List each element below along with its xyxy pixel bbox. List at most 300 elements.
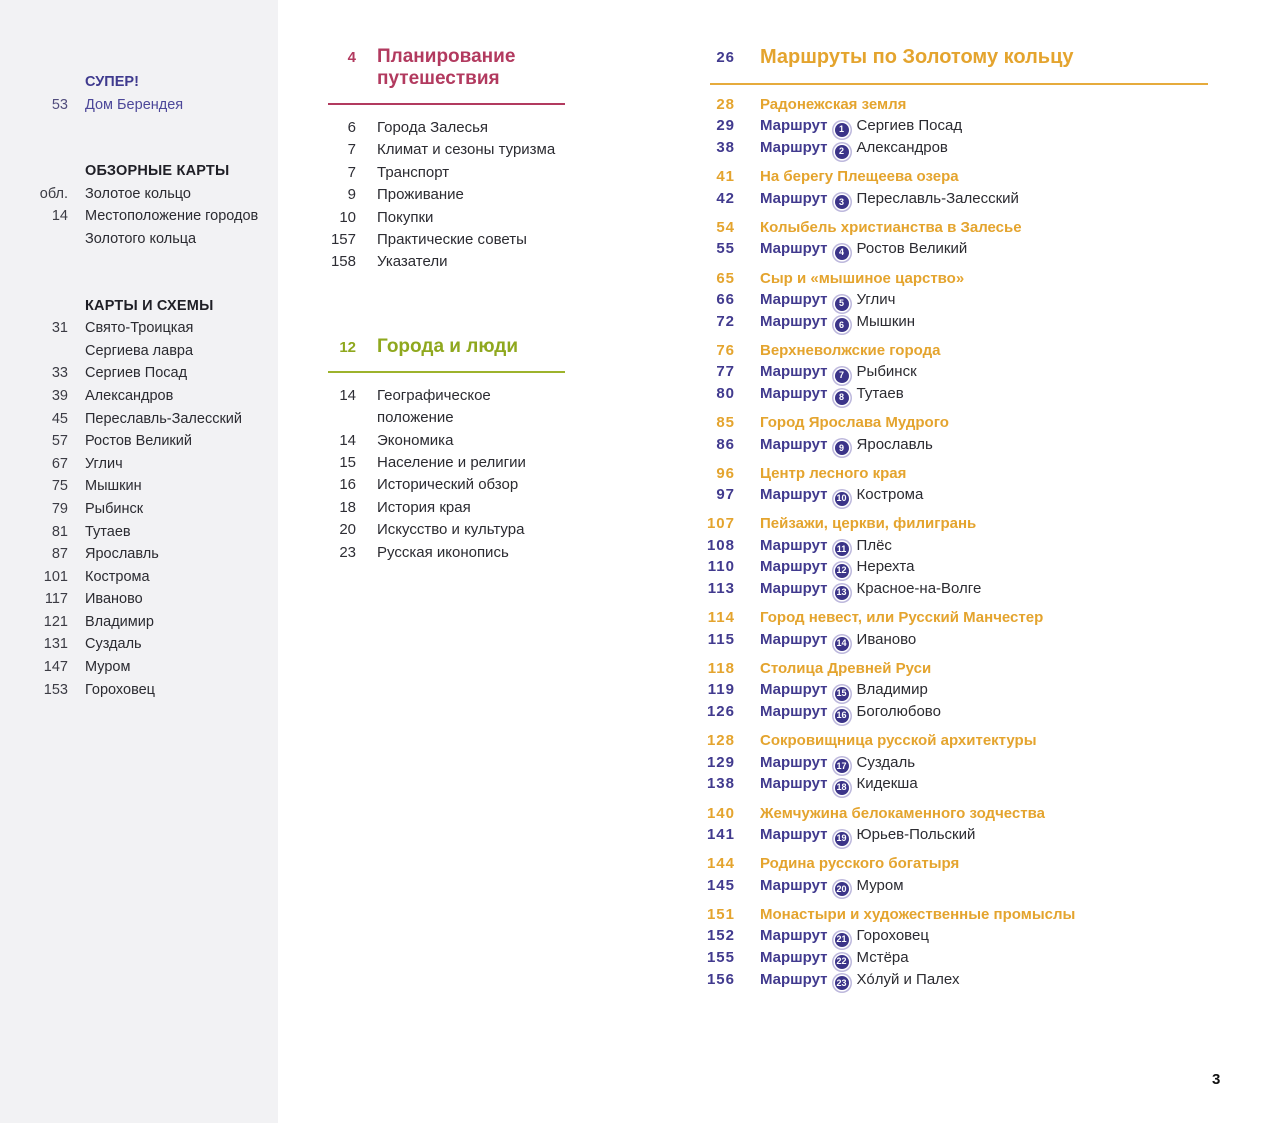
page-number: 114 <box>707 609 735 627</box>
page-number: 151 <box>706 905 735 923</box>
page-number: 152 <box>706 927 735 945</box>
route-group <box>690 166 1208 209</box>
route-number-badge: 19 <box>835 832 849 846</box>
toc-entry <box>0 611 278 634</box>
entry-label: Гороховец <box>85 681 155 698</box>
page-number: 119 <box>707 681 735 699</box>
toc-entry <box>0 430 278 453</box>
page-number: 23 <box>339 543 356 561</box>
route-city: Иваново <box>856 630 917 648</box>
toc-entry <box>308 474 565 496</box>
page-number: 140 <box>706 804 735 822</box>
route-word: Маршрут <box>760 681 828 699</box>
page-number: 14 <box>339 386 356 404</box>
entry-label: Сергиева лавра <box>85 342 194 359</box>
entry-label: Население и религии <box>377 454 526 472</box>
entry-label: Кострома <box>85 568 150 585</box>
entry-label: Свято-Троицкая <box>85 320 194 337</box>
group-heading <box>690 412 1208 433</box>
route-entry <box>690 701 1208 723</box>
route-group <box>690 730 1208 795</box>
route-word: Маршрут <box>760 312 828 330</box>
route-group <box>690 340 1208 405</box>
toc-entry <box>0 362 278 385</box>
route-city: Красное-на-Волге <box>856 580 982 598</box>
group-heading <box>690 217 1208 238</box>
section-heading <box>308 336 565 358</box>
route-word: Маршрут <box>760 240 828 258</box>
group-title: Колыбель христианства в Залесье <box>760 218 1022 236</box>
toc-entry <box>0 317 278 340</box>
entry-label: Углич <box>85 455 123 472</box>
entry-label: Города Залесья <box>377 119 489 136</box>
toc-column-routes <box>690 44 1208 998</box>
entry-label: Александров <box>85 387 174 404</box>
sidebar-section-super-title <box>0 71 278 94</box>
entry-label: Ростов Великий <box>85 433 192 450</box>
route-number-badge: 8 <box>835 391 849 405</box>
toc-entry <box>308 430 565 452</box>
route-entry <box>690 311 1208 333</box>
toc-entry <box>308 385 565 430</box>
route-number-badge: 16 <box>835 709 849 723</box>
route-city: Гороховец <box>856 927 929 945</box>
route-city: Мышкин <box>856 312 916 330</box>
entry-label: Местоположение городов <box>85 208 259 225</box>
route-word: Маршрут <box>760 139 828 157</box>
route-entry <box>690 289 1208 311</box>
page-number: 38 <box>716 139 735 157</box>
toc-entry-continuation <box>0 228 278 251</box>
group-title: Центр лесного края <box>760 464 907 482</box>
page-number: 157 <box>330 231 356 249</box>
group-title: Сокровищница русской архитектуры <box>760 732 1037 750</box>
page-number: 147 <box>43 659 68 676</box>
entry-label: Переславль-Залесский <box>85 410 242 427</box>
route-city: Переславль-Залесский <box>856 189 1019 207</box>
route-word: Маршрут <box>760 927 828 945</box>
route-number-badge: 1 <box>835 123 849 137</box>
entry-label: Транспорт <box>377 163 450 181</box>
page-number: обл. <box>39 185 68 202</box>
page-number: 138 <box>706 775 735 793</box>
page-number: 7 <box>347 163 356 181</box>
entry-label: Тутаев <box>85 523 131 540</box>
route-word: Маршрут <box>760 753 828 771</box>
route-entry <box>690 361 1208 383</box>
entry-label: Сергиев Посад <box>85 365 188 382</box>
route-entry <box>690 484 1208 506</box>
toc-entry <box>0 543 278 566</box>
page-number <box>0 71 68 94</box>
toc-entry <box>308 229 565 251</box>
route-entry <box>690 875 1208 897</box>
page-number: 113 <box>707 580 735 598</box>
section-title: Планирование путешествия <box>377 46 516 89</box>
page-number: 55 <box>716 240 735 258</box>
entry-label: Ярославль <box>85 546 159 563</box>
entry-label: Суздаль <box>85 636 142 653</box>
route-number-badge: 20 <box>835 882 849 896</box>
route-word: Маршрут <box>760 948 828 966</box>
route-entry <box>690 773 1208 795</box>
toc-entry <box>308 452 565 474</box>
route-group <box>690 513 1208 600</box>
route-number-badge: 6 <box>835 318 849 332</box>
group-heading <box>690 463 1208 484</box>
route-number-badge: 22 <box>835 955 849 969</box>
route-number-badge: 2 <box>835 145 849 159</box>
section-heading <box>308 46 565 90</box>
route-word: Маршрут <box>760 290 828 308</box>
route-city: Юрьев-Польский <box>856 826 976 844</box>
page-number: 6 <box>347 119 356 136</box>
page-number: 158 <box>330 253 356 271</box>
section-title: СУПЕР! <box>85 74 139 90</box>
page-number: 39 <box>51 387 68 404</box>
page-number: 107 <box>706 515 735 533</box>
toc-section-planning <box>308 46 565 274</box>
route-entry <box>690 115 1208 137</box>
route-city: Боголюбово <box>856 703 941 721</box>
route-word: Маршрут <box>760 558 828 576</box>
section-divider <box>328 103 565 105</box>
route-entry <box>690 679 1208 701</box>
page-number: 33 <box>51 365 68 382</box>
page-number: 97 <box>716 486 735 504</box>
group-heading <box>690 904 1208 925</box>
route-number-badge: 7 <box>835 369 849 383</box>
page-number: 131 <box>43 636 68 653</box>
group-title: Пейзажи, церкви, филигрань <box>760 515 977 533</box>
route-word: Маршрут <box>760 486 828 504</box>
route-number-badge: 12 <box>835 564 849 578</box>
page-number: 31 <box>51 320 68 337</box>
route-entry <box>690 629 1208 651</box>
route-entry <box>690 434 1208 456</box>
route-word: Маршрут <box>760 189 828 207</box>
entry-label: Проживание <box>377 186 464 204</box>
page-number: 129 <box>706 753 735 771</box>
group-heading <box>690 513 1208 534</box>
page-number: 153 <box>43 681 68 698</box>
toc-entry <box>0 385 278 408</box>
toc-entry <box>308 162 565 184</box>
route-group <box>690 412 1208 455</box>
entry-label: Иваново <box>85 591 143 608</box>
page-number: 118 <box>707 660 735 677</box>
page-number: 12 <box>339 338 356 356</box>
entry-label: Искусство и культура <box>377 521 525 539</box>
page-number: 20 <box>339 521 356 539</box>
page-number: 77 <box>716 363 735 381</box>
route-word: Маршрут <box>760 435 828 453</box>
group-heading <box>690 94 1208 115</box>
page-number: 18 <box>339 498 356 516</box>
entry-label: Золотое кольцо <box>85 185 191 202</box>
toc-entry <box>308 519 565 541</box>
page-number: 87 <box>51 546 68 563</box>
group-heading <box>690 268 1208 289</box>
entry-label: Указатели <box>377 253 448 271</box>
page-number: 10 <box>339 208 356 226</box>
toc-entry <box>308 139 565 161</box>
route-city: Мстёра <box>856 948 909 966</box>
page-number: 66 <box>716 290 735 308</box>
route-entry <box>690 752 1208 774</box>
page-number: 156 <box>706 970 735 988</box>
toc-entry <box>308 497 565 519</box>
route-city: Углич <box>856 290 896 308</box>
group-heading <box>690 166 1208 187</box>
sidebar-toc-panel <box>0 0 278 1123</box>
route-city: Ростов Великий <box>856 240 968 258</box>
toc-entry <box>0 498 278 521</box>
page-number: 79 <box>51 500 68 517</box>
toc-entry <box>308 207 565 229</box>
route-city: Хо́луй и Палех <box>856 970 960 988</box>
page-number: 110 <box>707 558 735 576</box>
entry-label: История края <box>377 498 471 516</box>
route-number-badge: 4 <box>835 246 849 260</box>
page-number: 86 <box>716 435 735 453</box>
page-number: 45 <box>51 410 68 427</box>
page-number: 121 <box>43 613 68 630</box>
route-word: Маршрут <box>760 536 828 554</box>
entry-label: Русская иконопись <box>377 543 509 561</box>
route-group <box>690 803 1208 846</box>
entry-label: Климат и сезоны туризма <box>377 141 556 159</box>
route-city: Плёс <box>856 536 892 554</box>
sidebar-section-overview-maps <box>0 160 278 250</box>
route-entry <box>690 969 1208 991</box>
toc-column-middle <box>308 46 565 564</box>
page-number: 80 <box>716 384 735 402</box>
route-number-badge: 3 <box>835 195 849 209</box>
page-number: 101 <box>43 568 68 585</box>
page-number: 126 <box>706 703 735 721</box>
sidebar-section-maps-schemes <box>0 295 278 702</box>
page-number: 29 <box>716 117 735 135</box>
group-title: Город невест, или Русский Манчестер <box>760 609 1044 627</box>
route-word: Маршрут <box>760 117 828 135</box>
toc-entry <box>0 408 278 431</box>
toc-section-cities-people <box>308 336 565 564</box>
group-title: Столица Древней Руси <box>760 660 932 677</box>
section-title: Города и люди <box>377 335 519 357</box>
group-heading <box>690 730 1208 751</box>
route-city: Кидекша <box>856 775 918 793</box>
page-number: 85 <box>716 414 735 432</box>
route-city: Тутаев <box>856 384 904 402</box>
page-number: 76 <box>716 341 735 359</box>
group-title: Город Ярослава Мудрого <box>760 414 949 432</box>
group-heading <box>690 853 1208 874</box>
page-number: 108 <box>706 536 735 554</box>
route-word: Маршрут <box>760 363 828 381</box>
route-group <box>690 268 1208 333</box>
route-entry <box>690 947 1208 969</box>
page-number: 57 <box>51 433 68 450</box>
route-number-badge: 17 <box>835 759 849 773</box>
entry-label: Золотого кольца <box>85 230 197 247</box>
toc-entry <box>0 475 278 498</box>
toc-entry <box>0 588 278 611</box>
route-city: Владимир <box>856 681 928 699</box>
page-number: 141 <box>706 826 735 844</box>
route-city: Муром <box>856 876 904 894</box>
group-heading <box>690 803 1208 824</box>
route-word: Маршрут <box>760 580 828 598</box>
route-entry <box>690 238 1208 260</box>
route-city: Сергиев Посад <box>856 117 963 135</box>
route-group <box>690 607 1208 650</box>
group-title: Монастыри и художественные промыслы <box>760 905 1076 923</box>
toc-entry <box>0 633 278 656</box>
route-group <box>690 853 1208 896</box>
route-number-badge: 10 <box>835 492 849 506</box>
page-number: 115 <box>707 630 735 648</box>
section-title: Маршруты по Золотому кольцу <box>760 46 1074 68</box>
group-title: Жемчужина белокаменного зодчества <box>760 804 1045 822</box>
page-number: 26 <box>716 49 735 66</box>
toc-entry <box>0 566 278 589</box>
route-entry <box>690 556 1208 578</box>
route-city: Александров <box>856 139 948 157</box>
entry-label: Рыбинск <box>85 500 144 517</box>
page-number: 41 <box>716 168 735 186</box>
route-number-badge: 18 <box>835 781 849 795</box>
group-heading <box>690 658 1208 679</box>
section-title: ОБЗОРНЫЕ КАРТЫ <box>85 163 230 180</box>
route-number-badge: 13 <box>835 586 849 600</box>
page-number: 9 <box>347 186 356 204</box>
route-city: Суздаль <box>856 753 916 771</box>
route-number-badge: 14 <box>835 637 849 651</box>
section-divider <box>710 83 1208 85</box>
route-number-badge: 15 <box>835 687 849 701</box>
page-number: 54 <box>716 218 735 236</box>
page-number: 128 <box>706 732 735 750</box>
page-number: 14 <box>51 208 68 225</box>
route-number-badge: 11 <box>835 542 849 556</box>
route-entry <box>690 824 1208 846</box>
route-number-badge: 5 <box>835 297 849 311</box>
route-city: Кострома <box>856 486 924 504</box>
section-heading <box>0 160 278 183</box>
route-number-badge: 9 <box>835 441 849 455</box>
entry-label: Покупки <box>377 208 434 226</box>
page-number: 15 <box>339 454 356 472</box>
group-title: Сыр и «мышиное царство» <box>760 269 965 287</box>
toc-entry <box>0 453 278 476</box>
route-group <box>690 658 1208 723</box>
route-city: Нерехта <box>856 558 915 576</box>
page-number: 67 <box>51 455 68 472</box>
group-heading <box>690 607 1208 628</box>
route-city: Рыбинск <box>856 363 917 381</box>
page-number: 7 <box>347 141 356 159</box>
page-number: 81 <box>51 523 68 540</box>
toc-entry-continuation <box>0 340 278 363</box>
section-title: КАРТЫ И СХЕМЫ <box>85 297 214 314</box>
page-number: 72 <box>716 312 735 330</box>
route-city: Ярославль <box>856 435 933 453</box>
route-group <box>690 904 1208 991</box>
page-number: 155 <box>706 948 735 966</box>
group-title: Родина русского богатыря <box>760 855 960 873</box>
entry-label: Практические советы <box>377 231 527 249</box>
toc-entry <box>0 679 278 702</box>
route-entry <box>690 535 1208 557</box>
section-heading <box>690 44 1208 70</box>
page-number: 144 <box>706 855 735 873</box>
page-number: 28 <box>716 96 735 113</box>
route-word: Маршрут <box>760 384 828 402</box>
entry-label: Исторический обзор <box>377 476 519 494</box>
route-group <box>690 463 1208 506</box>
page-footer-number: 3 <box>1212 1071 1221 1088</box>
toc-entry <box>0 656 278 679</box>
toc-entry <box>0 205 278 228</box>
entry-label: Экономика <box>377 431 454 449</box>
page-number: 65 <box>716 269 735 287</box>
route-entry <box>690 137 1208 159</box>
toc-entry <box>308 542 565 564</box>
page-number: 42 <box>716 189 735 207</box>
toc-entry <box>308 184 565 206</box>
route-group <box>690 217 1208 260</box>
route-number-badge: 23 <box>835 976 849 990</box>
toc-entry <box>0 521 278 544</box>
route-group <box>690 94 1208 159</box>
route-word: Маршрут <box>760 630 828 648</box>
route-word: Маршрут <box>760 970 828 988</box>
page-number: 14 <box>339 431 356 449</box>
page-number: 16 <box>339 476 356 494</box>
page-number: 75 <box>51 478 68 495</box>
toc-entry <box>0 183 278 206</box>
route-word: Маршрут <box>760 703 828 721</box>
route-entry <box>690 383 1208 405</box>
page-number: 53 <box>51 96 68 113</box>
section-divider <box>328 371 565 373</box>
group-title: Радонежская земля <box>760 96 907 113</box>
route-entry <box>690 925 1208 947</box>
entry-label: Дом Берендея <box>85 96 184 113</box>
group-title: Верхневолжские города <box>760 341 941 359</box>
toc-entry <box>308 251 565 273</box>
entry-label: Владимир <box>85 613 154 630</box>
group-heading <box>690 340 1208 361</box>
page-number: 96 <box>716 464 735 482</box>
route-number-badge: 21 <box>835 933 849 947</box>
route-word: Маршрут <box>760 876 828 894</box>
route-word: Маршрут <box>760 775 828 793</box>
entry-label: Муром <box>85 659 131 676</box>
entry-label: Мышкин <box>85 478 142 495</box>
route-entry <box>690 188 1208 210</box>
section-heading <box>0 295 278 318</box>
group-title: На берегу Плещеева озера <box>760 168 959 186</box>
page-number: 145 <box>706 876 735 894</box>
route-entry <box>690 578 1208 600</box>
page-number: 4 <box>347 49 356 66</box>
toc-entry <box>0 94 278 117</box>
entry-label: Географическое положение <box>377 386 491 427</box>
toc-entry <box>308 117 565 139</box>
page-number: 117 <box>44 591 68 608</box>
